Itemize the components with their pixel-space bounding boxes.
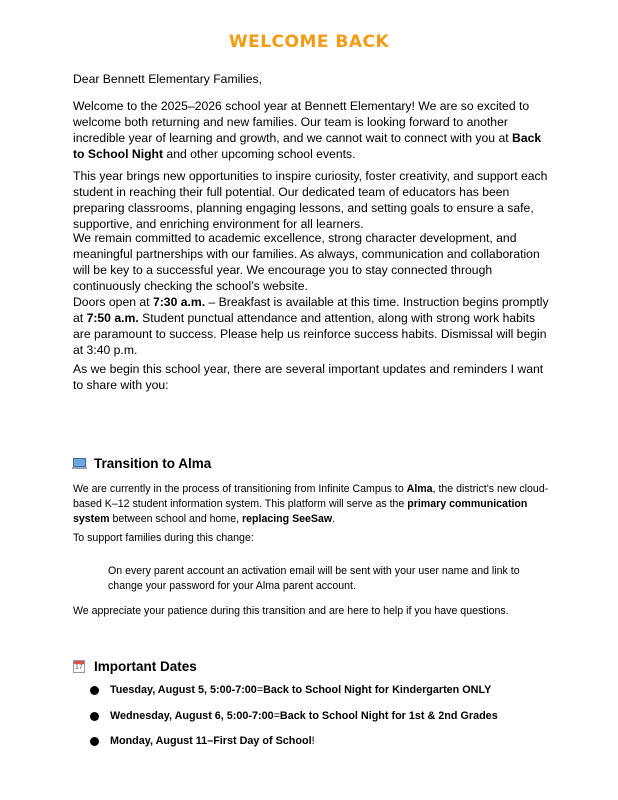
section-heading-text: Important Dates <box>94 659 197 674</box>
text-span: Welcome to the 2025–2026 school year at Bennett Elementary! We are so excited to welcome both returning and new families. Our team is looking forward to another incredible year of learning and growth, and we cannot wait to connect with you at <box>73 99 530 145</box>
paragraph-commitment: We remain committed to academic excellence, strong character development, and meaningful partnerships with our families. As always, communication and collaboration will be key to a successful year. We encourage you to stay connected through continuously checking the school’s website. <box>73 231 540 293</box>
bullet-icon <box>90 737 99 746</box>
date-item <box>90 684 491 696</box>
laptop-icon <box>73 458 87 470</box>
calendar-icon <box>73 661 87 673</box>
bold-alma: Alma <box>406 483 433 495</box>
alma-support-intro: To support families during this change: <box>73 532 254 544</box>
greeting: Dear Bennett Elementary Families, <box>73 72 262 86</box>
bullet-icon <box>90 686 99 695</box>
date-when: Tuesday, August 5, 5:00-7:00 <box>110 684 257 696</box>
alma-activation-note: On every parent account an activation email will be sent with your user name and link to change your password for your Alma parent account. <box>108 565 520 592</box>
date-separator: = <box>256 684 264 696</box>
date-what: Back to School Night for 1st & 2nd Grades <box>279 710 498 722</box>
bold-doors-open-time: 7:30 a.m. <box>152 295 206 309</box>
page-title: WELCOME BACK <box>228 32 390 52</box>
date-separator: = <box>273 710 280 722</box>
date-end: ! <box>311 735 315 747</box>
text-span: Student punctual attendance and attention, along with strong work habits are paramount to success. Please help us reinforce success habits. Dismissal will begin at 3:40 p.m. <box>73 311 547 357</box>
text-span: . <box>332 513 336 525</box>
bold-primary-communication: primary communication system <box>73 498 528 525</box>
paragraph-welcome <box>73 98 551 162</box>
text-span: between school and home, <box>109 513 243 525</box>
bold-replacing-seesaw: replacing SeeSaw <box>242 513 333 525</box>
date-when: Wednesday, August 6, 5:00-7:00 <box>110 710 274 722</box>
calendar-icon-number: 17 <box>75 663 83 671</box>
section-heading-alma <box>73 456 211 471</box>
text-span: Doors open at <box>73 295 153 309</box>
bold-instruction-time: 7:50 a.m. <box>86 311 139 325</box>
paragraph-updates-intro: As we begin this school year, there are several important updates and reminders I want to share with you: <box>73 362 544 392</box>
paragraph-opportunities: This year brings new opportunities to inspire curiosity, foster creativity, and support each student in reaching their full potential. Our dedicated team of educators has been preparing classrooms, planning engaging lessons, and setting goals to ensure a safe, supportive, and enriching environment for all learners. <box>73 169 548 231</box>
text-span: – Breakfast is available at this time. Instruction begins promptly at <box>73 295 549 325</box>
bold-back-to-school-night: Back to School Night <box>73 131 542 161</box>
text-span: , the district's new cloud-based K–12 student information system. This platform will serve as the <box>73 483 549 510</box>
text-span: We are currently in the process of transitioning from Infinite Campus to <box>73 483 407 495</box>
date-when: Monday, August 11 <box>110 735 208 747</box>
date-separator: – <box>207 735 214 747</box>
bullet-icon <box>90 712 99 721</box>
section-heading-dates <box>73 659 197 674</box>
alma-description <box>73 482 553 527</box>
date-what: First Day of School <box>213 735 312 747</box>
alma-appreciation: We appreciate your patience during this transition and are here to help if you have questions. <box>73 605 509 617</box>
date-what: Back to School Night for Kindergarten ONLY <box>263 684 492 696</box>
paragraph-schedule <box>73 294 551 358</box>
date-item <box>90 735 315 747</box>
section-heading-text: Transition to Alma <box>94 456 212 471</box>
text-span: and other upcoming school events. <box>163 147 356 161</box>
date-item <box>90 710 498 722</box>
